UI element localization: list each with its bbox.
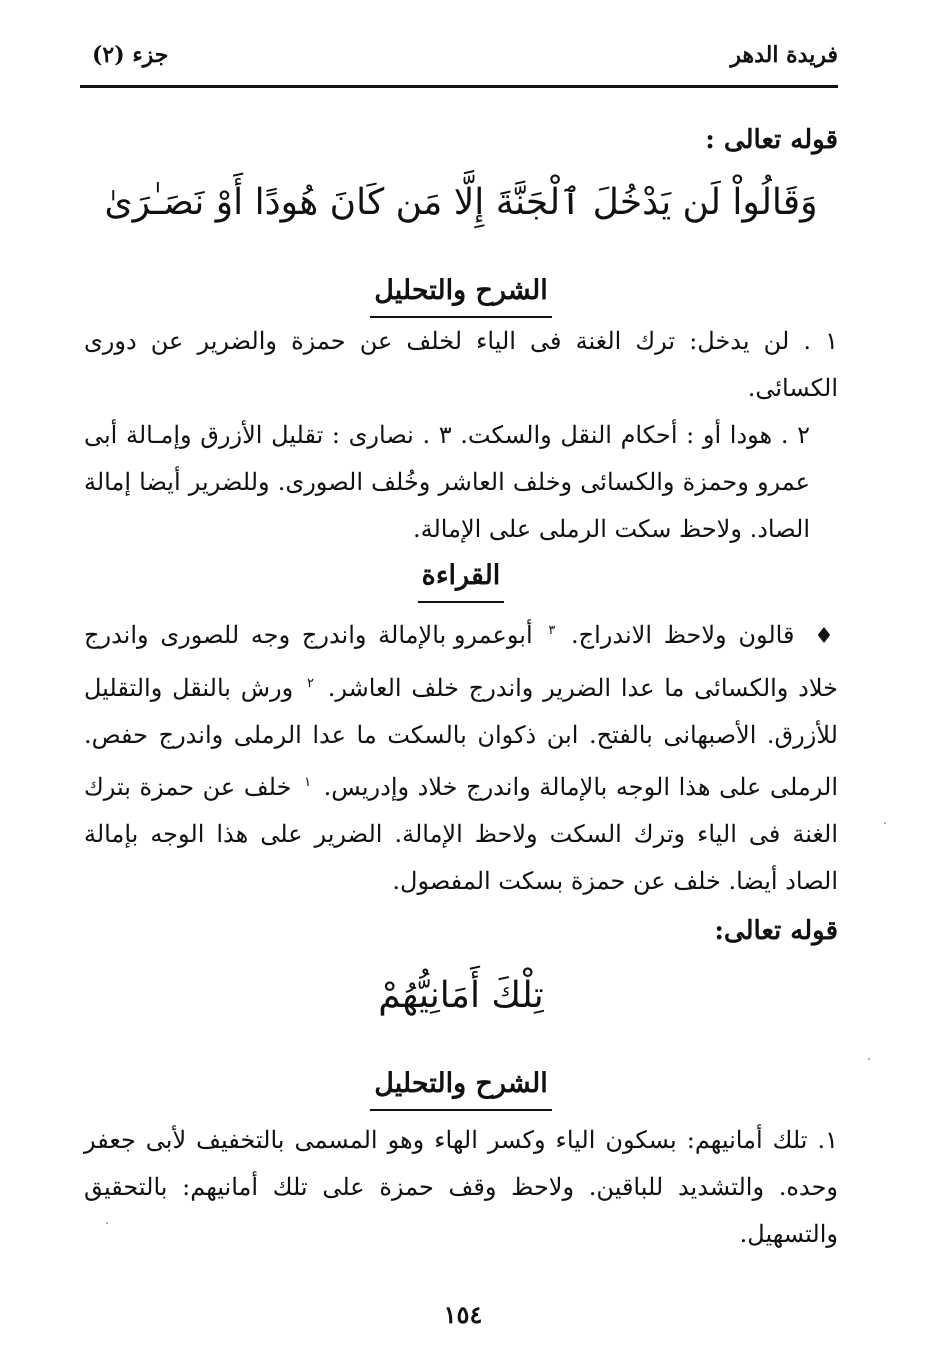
scan-speck (884, 822, 886, 824)
section2-verse: تِلْكَ أَمَانِيُّهُمْ (378, 975, 544, 1016)
section1-analysis-heading-wrap (84, 268, 838, 318)
reading-text-4: خلف عن حمزة بترك الغنة فى الياء وترك السكت ولاحظ الإمالة. الضرير على هذا الوجه بإمالة الصاد أيضا. خلف عن حمزة بسكت المفصول. (84, 773, 838, 895)
diamond-bullet-icon: ♦ (814, 624, 838, 649)
section1-analysis-2: ٢ . هودا أو : أحكام النقل والسكت. ٣ . نصارى : تقليل الأزرق وإمـالة أبى عمرو وحمزة والكسائى وخلف العاشر وخُلف الصورى. وللضرير أيضا إمالة الصاد. ولاحظ سكت الرملى على الإمالة. (84, 421, 811, 543)
page-header (80, 38, 838, 88)
scan-speck (106, 1222, 108, 1224)
scan-speck (868, 1058, 870, 1060)
section2-intro: قوله تعالى: (714, 916, 838, 946)
page-body (84, 118, 838, 1258)
reading-text-1: قالون ولاحظ الاندراج. (571, 621, 795, 649)
section1-reading (84, 607, 838, 905)
section1-intro: قوله تعالى : (705, 125, 838, 155)
section1-analysis-1: ١ . لن يدخل: ترك الغنة فى الياء لخلف عن حمزة والضرير عن دورى الكسائى. (84, 327, 838, 402)
reading-text-2: أبوعمرو بالإمالة واندرج وجه للصورى واندرج خلاد والكسائى ما عدا الضرير واندرج خلف العاشر. (84, 621, 839, 702)
part-label: جزء (٢) (92, 42, 169, 68)
section2-analysis-heading-wrap (84, 1061, 838, 1111)
section1-verse: وَقَالُواْ لَن يَدْخُلَ ٱلْجَنَّةَ إِلَّا مَن كَانَ هُودًا أَوْ نَصَـٰرَىٰ (104, 182, 818, 223)
footnote-marker-3: ٣ (548, 623, 556, 638)
footnote-marker-1: ١ (304, 775, 312, 790)
reading-text-3: ورش بالنقل والتقليل للأزرق. الأصبهانى بالفتح. ابن ذكوان بالسكت ما عدا الرملى واندرج حفص. الرملى على هذا الوجه بالإمالة واندرج خلاد وإدريس. (84, 674, 838, 801)
section2-analysis-1: ١. تلك أمانيهم: بسكون الياء وكسر الهاء وهو المسمى بالتخفيف لأبى جعفر وحده. والتشديد للباقين. ولاحظ وقف حمزة على تلك أمانيهم: بالتحقيق والتسهيل. (84, 1126, 838, 1248)
header-rule (80, 85, 838, 88)
section1-reading-heading-wrap (84, 553, 838, 603)
section1-analysis-heading: الشرح والتحليل (370, 268, 551, 318)
footnote-marker-2: ٢ (306, 676, 314, 691)
book-title: فريدة الدهر (730, 42, 838, 68)
section2-analysis-heading: الشرح والتحليل (370, 1061, 551, 1111)
page-number: ١٥٤ (443, 1300, 483, 1329)
section1-reading-heading: القراءة (418, 553, 505, 603)
